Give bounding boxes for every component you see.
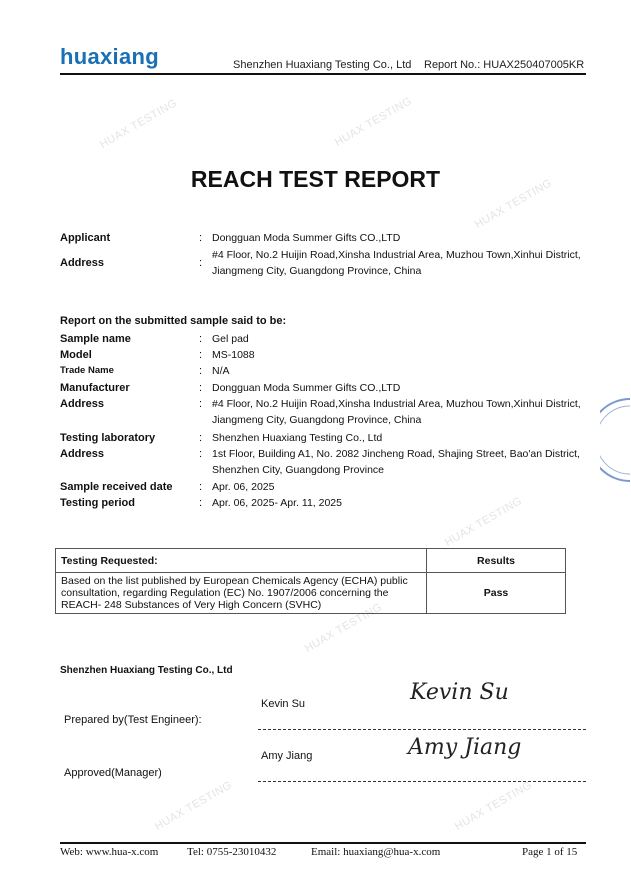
sample-row-value: Dongguan Moda Summer Gifts CO.,LTD [212,382,401,394]
prepared-name: Kevin Su [261,698,306,710]
colon: : [199,432,203,444]
applicant-address-label: Address [60,257,105,269]
report-number: Report No.: HUAX250407005KR [424,59,585,71]
colon: : [199,497,203,509]
colon: : [199,257,203,269]
page-title: REACH TEST REPORT [190,166,441,192]
approved-signature-line [258,781,586,782]
watermark-text: HUAX TESTING [442,495,525,549]
company-logo: huaxiang [60,44,159,69]
sample-row-value: Apr. 06, 2025 [212,481,275,493]
colon: : [199,481,203,493]
sample-row-label: Address [60,398,105,410]
sample-row-label: Sample name [60,333,131,345]
testing-requested-cell: Based on the list published by European Chemicals Agency (ECHA) public consultation, regarding Regulation (EC) No. 1907/2006 concerning the REACH- 248 Substances of Very High Concern (SVHC) [56,573,427,614]
results-table [55,548,566,614]
sample-row-value: Shenzhen Huaxiang Testing Co., Ltd [212,432,383,444]
colon: : [199,398,203,410]
col-header-testing-requested: Testing Requested: [56,549,427,573]
prepared-label: Prepared by(Test Engineer): [64,714,202,726]
signoff-company: Shenzhen Huaxiang Testing Co., Ltd [60,665,233,676]
sample-row-label: Testing period [60,497,135,509]
sample-row-label: Testing laboratory [60,432,156,444]
watermark-text: HUAX TESTING [452,779,535,833]
watermark-text: HUAX TESTING [97,97,180,151]
footer-rule [60,842,586,844]
sample-row-label: Manufacturer [60,382,130,394]
sample-row-value: N/A [212,365,230,377]
watermark-text: HUAX TESTING [152,779,235,833]
header-company: Shenzhen Huaxiang Testing Co., Ltd [233,59,412,71]
sample-row-value: #4 Floor, No.2 Huijin Road,Xinsha Industrial Area, Muzhou Town,Xinhui District, Jiangmeng City, Guangdong Province, China [212,398,581,426]
company-seal-stamp [600,396,631,484]
prepared-signature: Kevin Su [410,680,509,705]
colon: : [199,232,203,244]
result-cell: Pass [427,573,566,614]
colon: : [199,333,203,345]
footer-page-number: Page 1 of 15 [522,846,578,858]
sample-heading: Report on the submitted sample said to be: [60,315,287,327]
watermark-text: HUAX TESTING [472,177,555,231]
colon: : [199,448,203,460]
footer-email: Email: huaxiang@hua-x.com [311,846,441,858]
applicant-value: Dongguan Moda Summer Gifts CO.,LTD [212,232,401,244]
sample-row-label: Trade Name [60,365,114,376]
colon: : [199,382,203,394]
sample-row-value: 1st Floor, Building A1, No. 2082 Jincheng Road, Shajing Street, Bao'an District, Shenzhen City, Guangdong Province [212,448,580,476]
sample-row-label: Sample received date [60,481,173,493]
watermark-text: HUAX TESTING [332,95,415,149]
sample-row-value: Gel pad [212,333,249,345]
header-rule [60,73,586,75]
footer-web: Web: www.hua-x.com [60,846,159,858]
approved-name: Amy Jiang [261,750,313,762]
colon: : [199,365,203,377]
applicant-label: Applicant [60,232,111,244]
approved-label: Approved(Manager) [64,767,162,779]
colon: : [199,349,203,361]
watermark-text: HUAX TESTING [302,601,385,655]
col-header-results: Results [427,549,566,573]
approved-signature: Amy Jiang [408,735,522,760]
sample-row-label: Address [60,448,105,460]
applicant-address-value: #4 Floor, No.2 Huijin Road,Xinsha Industrial Area, Muzhou Town,Xinhui District, Jiangmeng City, Guangdong Province, China [212,249,581,277]
sample-row-value: MS-1088 [212,349,255,361]
prepared-signature-line [258,729,586,730]
sample-row-label: Model [60,349,92,361]
footer-tel: Tel: 0755-23010432 [187,846,277,858]
sample-row-value: Apr. 06, 2025- Apr. 11, 2025 [212,497,342,509]
